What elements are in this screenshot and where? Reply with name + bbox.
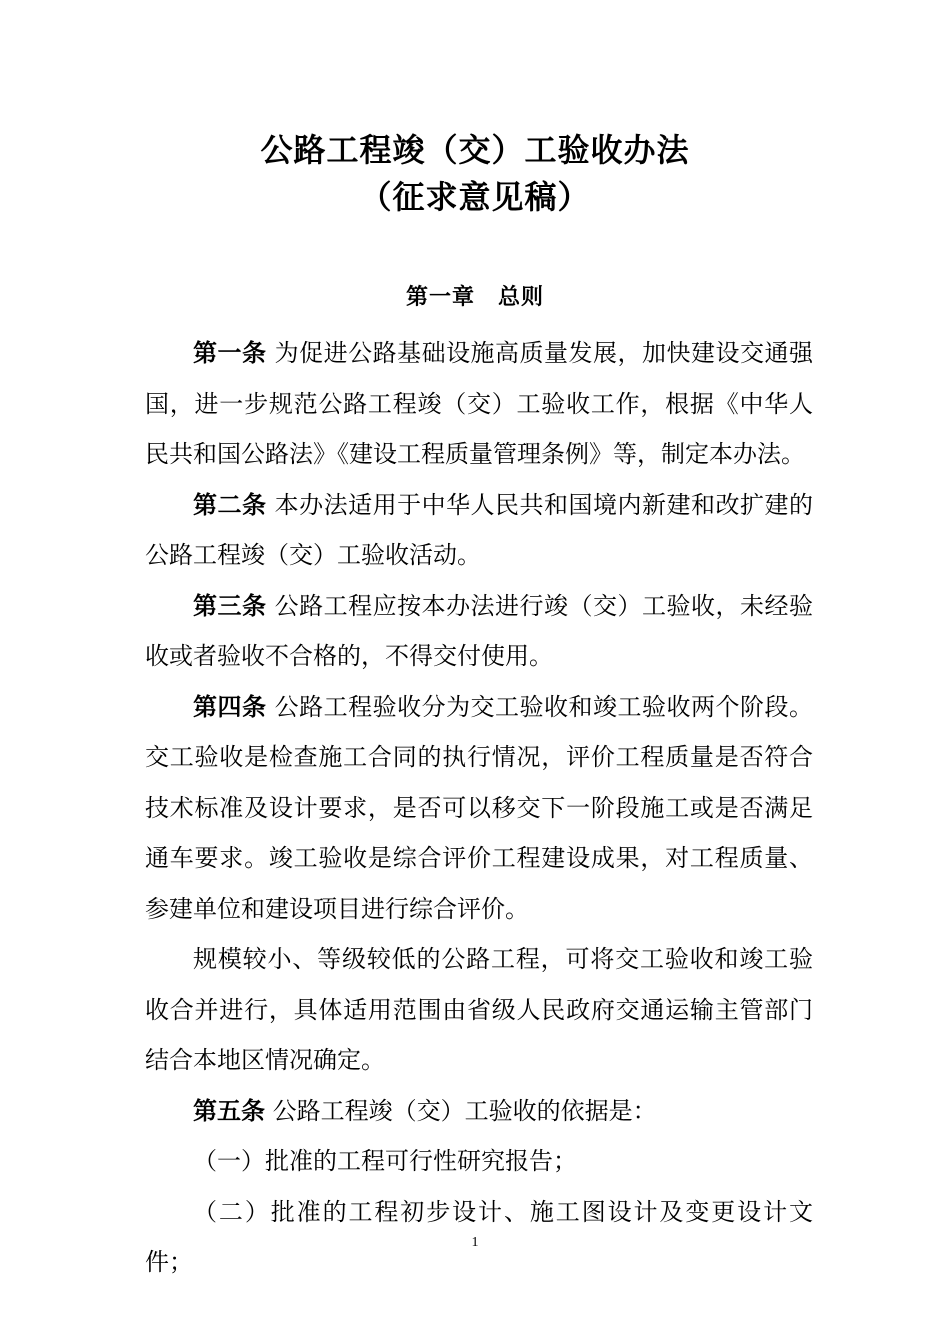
list-item-text: （一）批准的工程可行性研究报告； (193, 1147, 577, 1175)
article-text: 规模较小、等级较低的公路工程，可将交工验收和竣工验收合并进行，具体适用范围由省级人民政府交通运输主管部门结合本地区情况确定。 (145, 945, 813, 1074)
document-title: 公路工程竣（交）工验收办法 (260, 131, 690, 169)
document-subtitle: （征求意见稿） (359, 178, 591, 216)
article-1-paragraph (145, 328, 813, 480)
article-text: 本办法适用于中华人民共和国境内新建和改扩建的公路工程竣（交）工验收活动。 (145, 490, 813, 569)
article-2-paragraph (145, 480, 813, 581)
article-text: 为促进公路基础设施高质量发展，加快建设交通强国，进一步规范公路工程竣（交）工验收工作，根据《中华人民共和国公路法》《建设工程质量管理条例》等，制定本办法。 (145, 339, 813, 468)
article-text: 公路工程验收分为交工验收和竣工验收两个阶段。交工验收是检查施工合同的执行情况，评价工程质量是否符合技术标准及设计要求，是否可以移交下一阶段施工或是否满足通车要求。竣工验收是综合评价工程建设成果，对工程质量、参建单位和建设项目进行综合评价。 (145, 692, 813, 923)
article-3-paragraph (145, 581, 813, 682)
chapter-heading: 第一章 总则 (405, 285, 544, 310)
article-number: 第四条 (193, 692, 267, 721)
article-number: 第二条 (193, 490, 267, 519)
article-number: 第三条 (193, 591, 267, 620)
article-number: 第五条 (193, 1096, 265, 1125)
article-text: 公路工程竣（交）工验收的依据是： (265, 1096, 657, 1125)
document-body (145, 328, 813, 1288)
article-4-continuation (145, 934, 813, 1086)
list-item-text: （二）批准的工程初步设计、施工图设计及变更设计文件； (145, 1197, 813, 1276)
article-number: 第一条 (193, 339, 267, 367)
article-4-paragraph (145, 682, 813, 935)
list-item-1 (145, 1136, 813, 1187)
article-5-paragraph (145, 1086, 813, 1137)
page-number: 1 (471, 1235, 479, 1250)
article-text: 公路工程应按本办法进行竣（交）工验收，未经验收或者验收不合格的，不得交付使用。 (145, 591, 813, 670)
